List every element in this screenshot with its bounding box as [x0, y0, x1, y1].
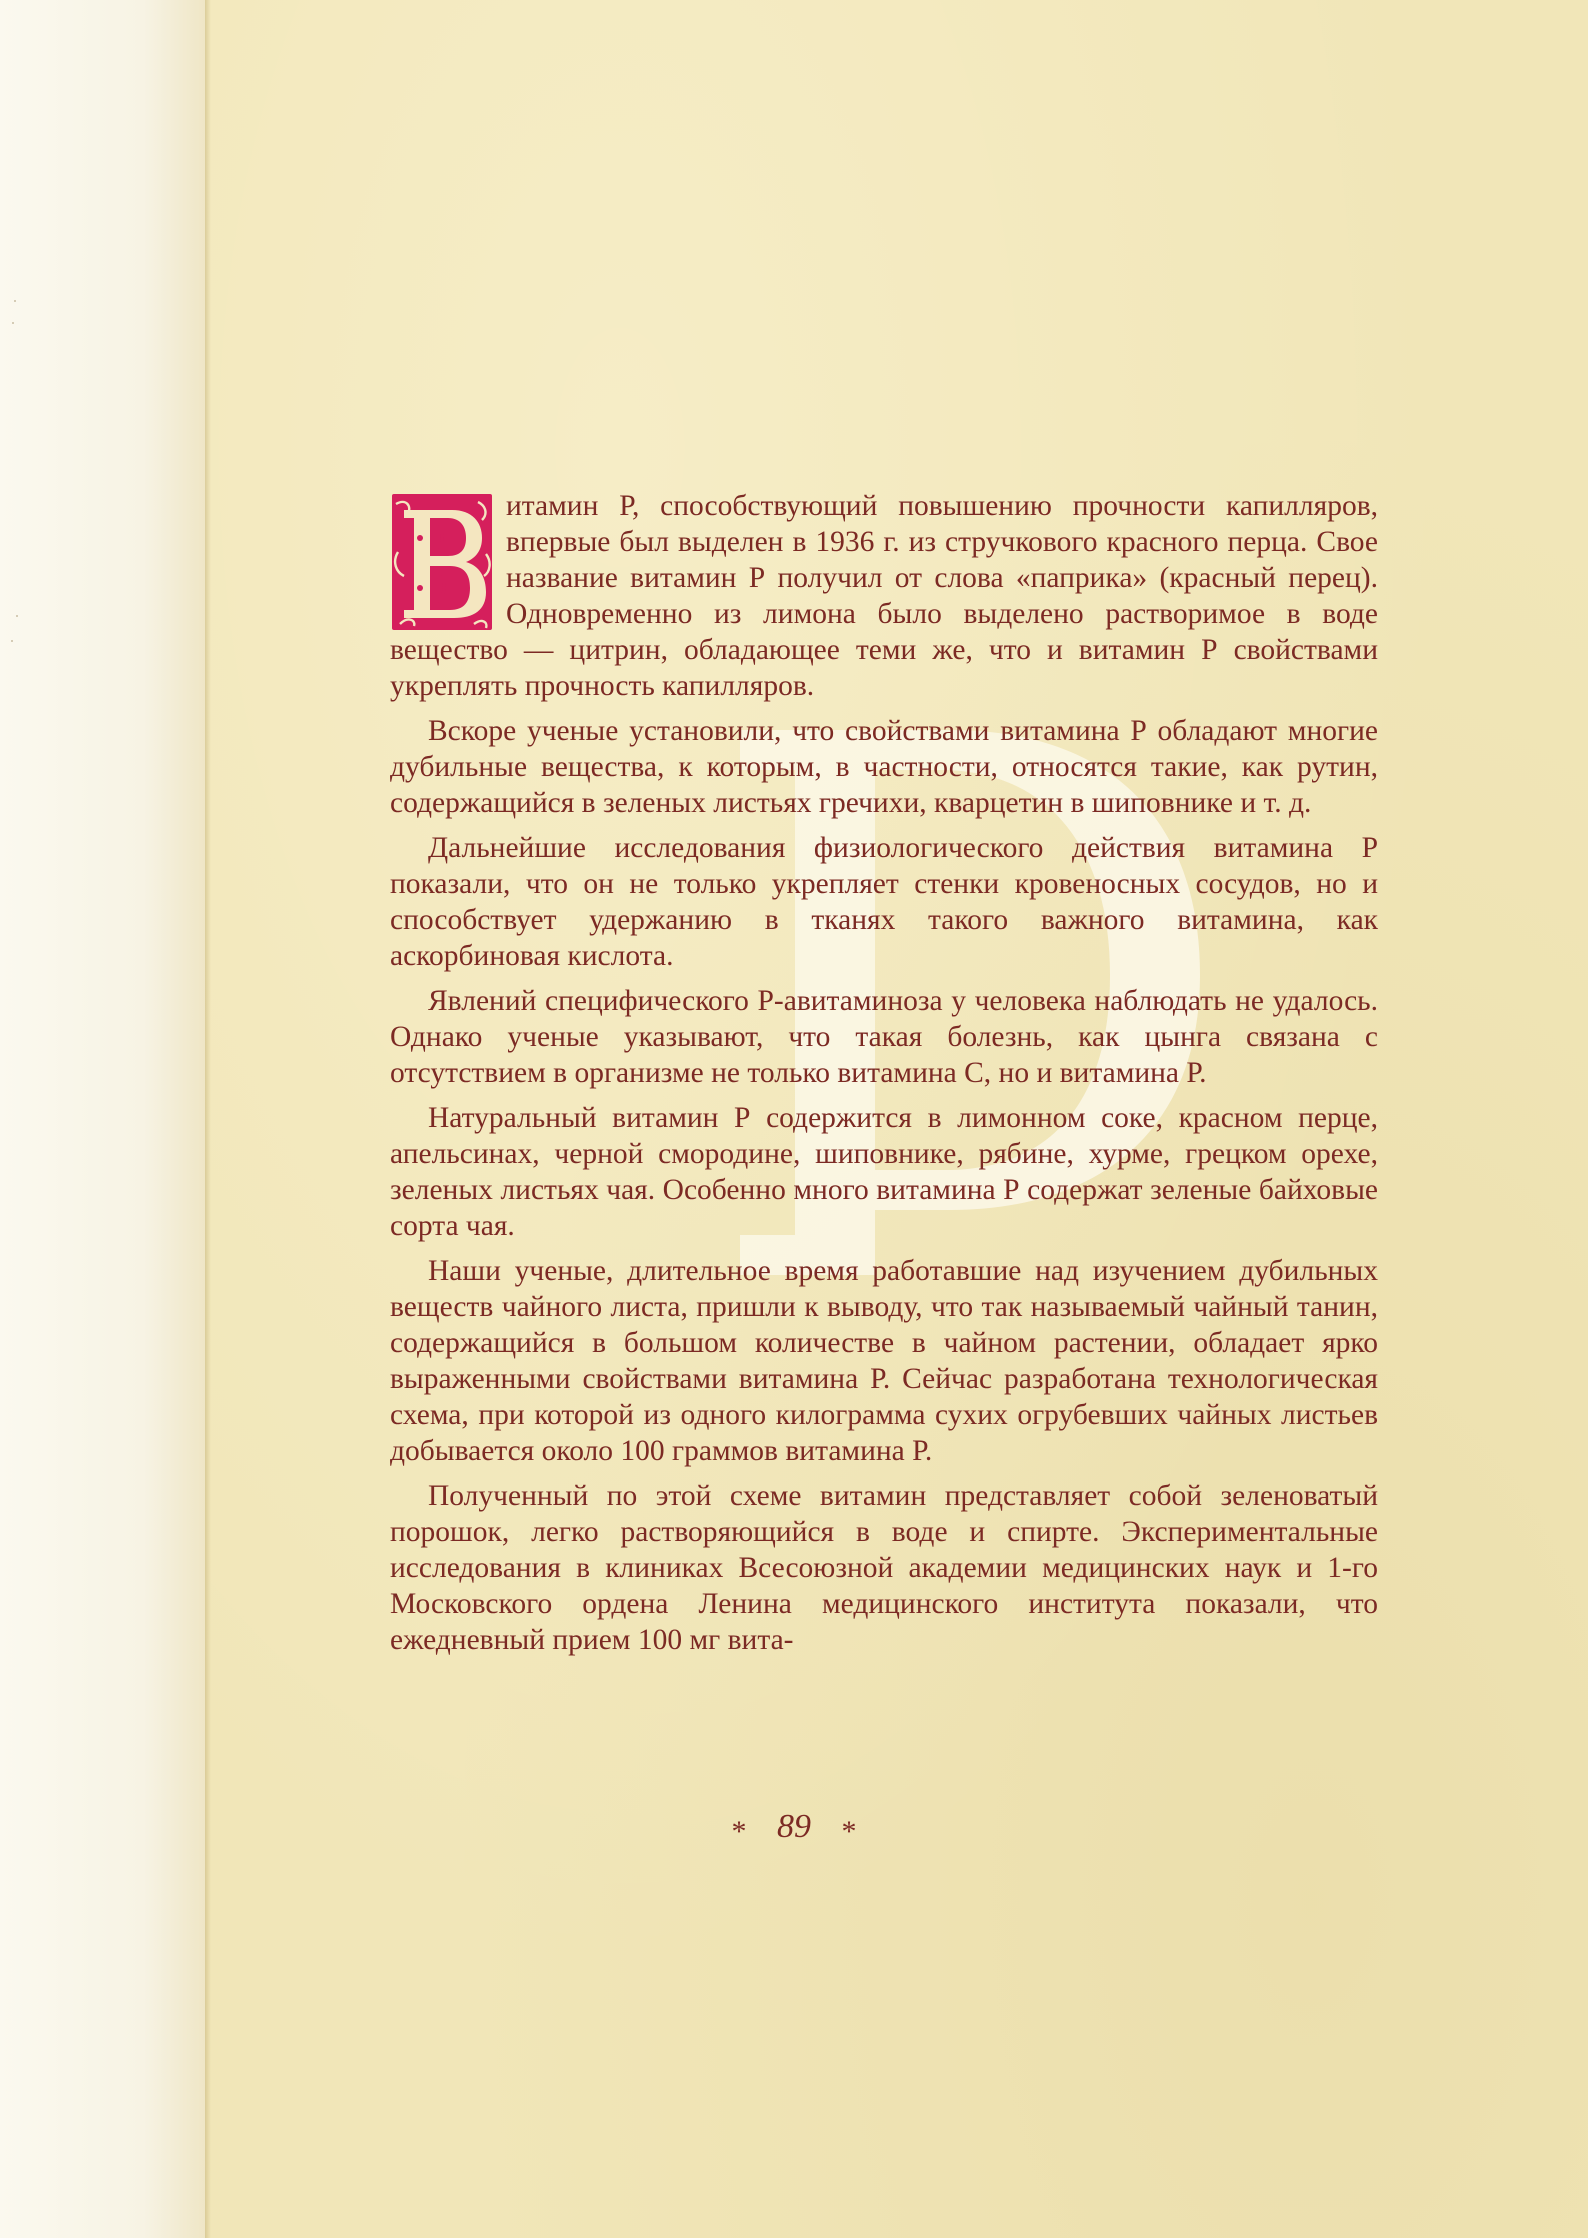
- paragraph-1: итамин Р, способствующий повышению прочности капилляров, впервые был выделен в 1936 г. из стручкового красного перца. Свое название витамин Р получил от слова «паприка» (красный перец). Одновременно из лимона было выделено растворимое в воде вещество — цитрин, обладающее теми же, что и витамин Р свойствами укреплять прочность капилляров.: [390, 490, 1378, 702]
- paragraph-5: Натуральный витамин Р содержится в лимонном соке, красном перце, апельсинах, черной смородине, шиповнике, рябине, хурме, грецком орехе, зеленых листьях чая. Особенно много витамина Р содержат зеленые байховые сорта чая.: [390, 1102, 1378, 1242]
- dropcap-letter-v: [390, 492, 494, 632]
- paragraph-3: Дальнейшие исследования физиологического действия витамина Р показали, что он не только укрепляет стенки кровеносных сосудов, но и способствует удержанию в тканях такого важного витамина, как аскорбиновая кислота.: [390, 832, 1378, 972]
- page-edge-shadow: [205, 0, 211, 2238]
- footer-star-left: *: [731, 1815, 747, 1848]
- article-text: [390, 488, 1378, 1667]
- page-footer: [0, 1808, 1588, 1846]
- footer-star-right: *: [841, 1815, 857, 1848]
- scan-margin: [0, 0, 205, 2238]
- paragraph-7: Полученный по этой схеме витамин представляет собой зеленоватый порошок, легко растворяющийся в воде и спирте. Экспериментальные исследования в клиниках Всесоюзной академии медицинских наук и 1-го Московского ордена Ленина медицинского института показали, что ежедневный прием 100 мг вита-: [390, 1480, 1378, 1656]
- paragraph-6: Наши ученые, длительное время работавшие над изучением дубильных веществ чайного листа, пришли к выводу, что так называемый чайный танин, содержащийся в большом количестве в чайном растении, обладает ярко выраженными свойствами витамина Р. Сейчас разработана технологическая схема, при которой из одного килограмма сухих огрубевших чайных листьев добывается около 100 граммов витамина Р.: [390, 1255, 1378, 1467]
- paragraph-4: Явлений специфического Р-авитаминоза у человека наблюдать не удалось. Однако ученые указывают, что такая болезнь, как цынга связана с отсутствием в организме не только витамина С, но и витамина Р.: [390, 985, 1378, 1089]
- page-number: 89: [777, 1808, 811, 1845]
- paragraph-2: Вскоре ученые установили, что свойствами витамина Р обладают многие дубильные вещества, к которым, в частности, относятся такие, как рутин, содержащийся в зеленых листьях гречихи, кварцетин в шиповнике и т. д.: [390, 715, 1378, 819]
